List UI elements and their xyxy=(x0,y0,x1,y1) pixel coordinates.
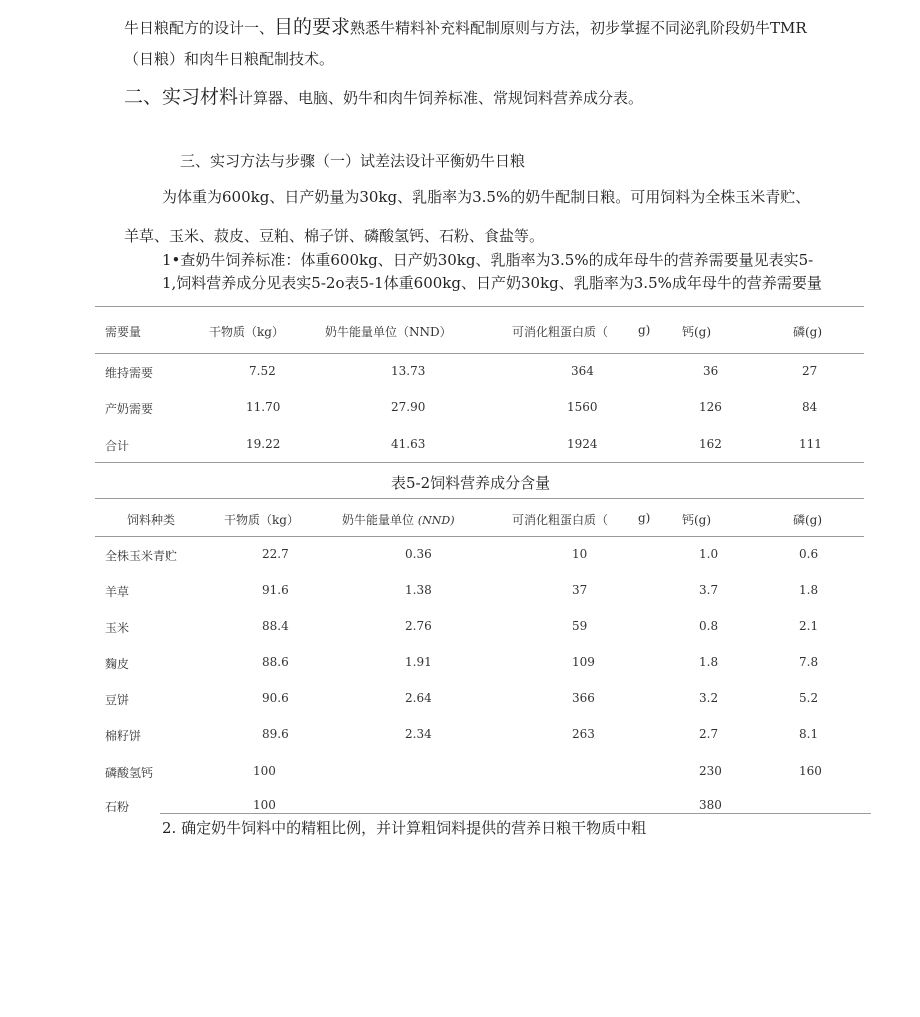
table2-cell: 160 xyxy=(799,764,822,778)
table2-cell: 麴皮 xyxy=(105,657,130,671)
table2-cell: 5.2 xyxy=(799,691,819,705)
table2-cell: 0.36 xyxy=(405,547,432,561)
table2-header-cell: 饲料种类 xyxy=(127,513,176,527)
materials-heading: 二、实习材料 xyxy=(124,86,239,108)
table1-cell: 162 xyxy=(699,437,722,451)
table2-cell: 88.4 xyxy=(262,619,289,633)
table2-cell: 90.6 xyxy=(262,691,289,705)
table2-cell: 1.38 xyxy=(405,583,432,597)
table2-cell: 100 xyxy=(253,798,276,812)
table1-cell: 126 xyxy=(699,400,722,414)
table2-cell: 0.8 xyxy=(699,619,719,633)
table2-cell: 1.8 xyxy=(799,583,819,597)
table2-cell: 0.6 xyxy=(799,547,819,561)
step2-text: 2. 确定奶牛饲料中的精粗比例，并计算粗饲料提供的营养日粮干物质中粗 xyxy=(162,819,647,837)
paragraph-intro xyxy=(124,12,807,39)
table2-cell: 3.2 xyxy=(699,691,719,705)
intro-line-2: （日粮）和肉牛日粮配制技术。 xyxy=(124,50,335,68)
table2-cell: 2.64 xyxy=(405,691,432,705)
table1-header-cell: 可消化粗蛋白质（ xyxy=(512,325,609,339)
table2-header-cell: 奶牛能量单位 (NND) xyxy=(342,513,455,527)
section-methods-heading: 三、实习方法与步骤（一）试差法设计平衡奶牛日粮 xyxy=(180,152,526,170)
table2-caption: 表5-2饲料营养成分含量 xyxy=(391,474,551,492)
table1-header-cell: 需要量 xyxy=(105,325,142,339)
table1-header-cell: 钙(g) xyxy=(682,325,712,339)
table2-cell: 豆饼 xyxy=(105,693,130,707)
table2-cell: 380 xyxy=(699,798,722,812)
table1-cell: 364 xyxy=(571,364,594,378)
table1-cell: 84 xyxy=(802,400,818,414)
table2-cell: 棉籽饼 xyxy=(105,729,142,743)
table2-header-cell: g) xyxy=(638,511,651,525)
table2-header-cell: 可消化粗蛋白质（ xyxy=(512,513,609,527)
paragraph-ration-line-1: 为体重为600kg、日产奶量为30kg、乳脂率为3.5%的奶牛配制日粮。可用饲料为全株玉米青贮、 xyxy=(162,188,811,206)
table1-header-cell: 奶牛能量单位（NND） xyxy=(325,325,452,339)
materials-text: 计算器、电脑、奶牛和肉牛饲养标准、常规饲料营养成分表。 xyxy=(238,89,644,107)
table1-cell: 产奶需要 xyxy=(105,402,154,416)
table2-header-cell: 干物质（kg） xyxy=(224,513,299,527)
table1-top-rule xyxy=(95,306,864,307)
table2-cell: 2.34 xyxy=(405,727,432,741)
table1-header-rule xyxy=(95,353,864,354)
table2-cell: 37 xyxy=(572,583,588,597)
table1-cell: 27.90 xyxy=(391,400,426,414)
table2-cell: 全株玉米青贮 xyxy=(105,549,178,563)
table1-header-cell: 干物质（kg） xyxy=(209,325,284,339)
table1-header-cell: 磷(g) xyxy=(793,325,823,339)
table1-cell: 19.22 xyxy=(246,437,281,451)
table1-cell: 36 xyxy=(703,364,719,378)
table2-cell: 100 xyxy=(253,764,276,778)
step1-line-2: 1,饲料营养成分见表实5-2o表5-1体重600kg、日产奶30kg、乳脂率为3.5%成年母牛的营养需要量 xyxy=(162,274,822,292)
table2-cell: 88.6 xyxy=(262,655,289,669)
table2-cell: 1.91 xyxy=(405,655,432,669)
table1-header-cell: g) xyxy=(638,323,651,337)
intro-lead: 牛日粮配方的设计一、 xyxy=(124,19,275,37)
table1-cell: 维持需要 xyxy=(105,366,154,380)
table1-cell: 1924 xyxy=(567,437,598,451)
table1-bottom-rule xyxy=(95,462,864,463)
table2-cell: 263 xyxy=(572,727,595,741)
table2-cell: 91.6 xyxy=(262,583,289,597)
table1-cell: 111 xyxy=(799,437,822,451)
table2-cell: 10 xyxy=(572,547,588,561)
table2-cell: 石粉 xyxy=(105,800,130,814)
table1-cell: 7.52 xyxy=(249,364,276,378)
table2-cell: 1.8 xyxy=(699,655,719,669)
table2-cell: 2.7 xyxy=(699,727,719,741)
objective-text: 熟悉牛精料补充料配制原则与方法，初步掌握不同泌乳阶段奶牛TMR xyxy=(350,19,807,37)
step1-line-1: 1•查奶牛饲养标准：体重600kg、日产奶30kg、乳脂率为3.5%的成年母牛的营养需要量见表实5- xyxy=(162,251,814,269)
table2-cell: 1.0 xyxy=(699,547,719,561)
table2-cell: 羊草 xyxy=(105,585,130,599)
table2-cell: 109 xyxy=(572,655,595,669)
paragraph-ration-line-2: 羊草、玉米、菽皮、豆粕、棉子饼、磷酸氢钙、石粉、食盐等。 xyxy=(124,227,545,245)
table2-cell: 22.7 xyxy=(262,547,289,561)
table2-header-cell: 钙(g) xyxy=(682,513,712,527)
table1-cell: 41.63 xyxy=(391,437,426,451)
table2-cell: 玉米 xyxy=(105,621,130,635)
table2-cell: 3.7 xyxy=(699,583,719,597)
table2-cell: 366 xyxy=(572,691,595,705)
table2-cell: 8.1 xyxy=(799,727,819,741)
objective-heading: 目的要求 xyxy=(274,16,351,38)
table1-cell: 合计 xyxy=(105,439,130,453)
table2-header-rule xyxy=(95,536,864,537)
table2-header-cell: 磷(g) xyxy=(793,513,823,527)
table2-cell: 230 xyxy=(699,764,722,778)
table2-cell: 59 xyxy=(572,619,588,633)
table1-cell: 27 xyxy=(802,364,818,378)
table2-cell: 7.8 xyxy=(799,655,819,669)
table2-top-rule xyxy=(95,498,864,499)
table2-cell: 89.6 xyxy=(262,727,289,741)
table1-cell: 13.73 xyxy=(391,364,426,378)
table2-cell: 2.1 xyxy=(799,619,819,633)
table2-bottom-rule xyxy=(160,813,871,814)
table1-cell: 1560 xyxy=(567,400,598,414)
section-materials xyxy=(124,82,643,109)
table2-cell: 磷酸氢钙 xyxy=(105,766,154,780)
table1-cell: 11.70 xyxy=(246,400,281,414)
table2-cell: 2.76 xyxy=(405,619,432,633)
unit-nnd: (NND) xyxy=(417,514,455,527)
